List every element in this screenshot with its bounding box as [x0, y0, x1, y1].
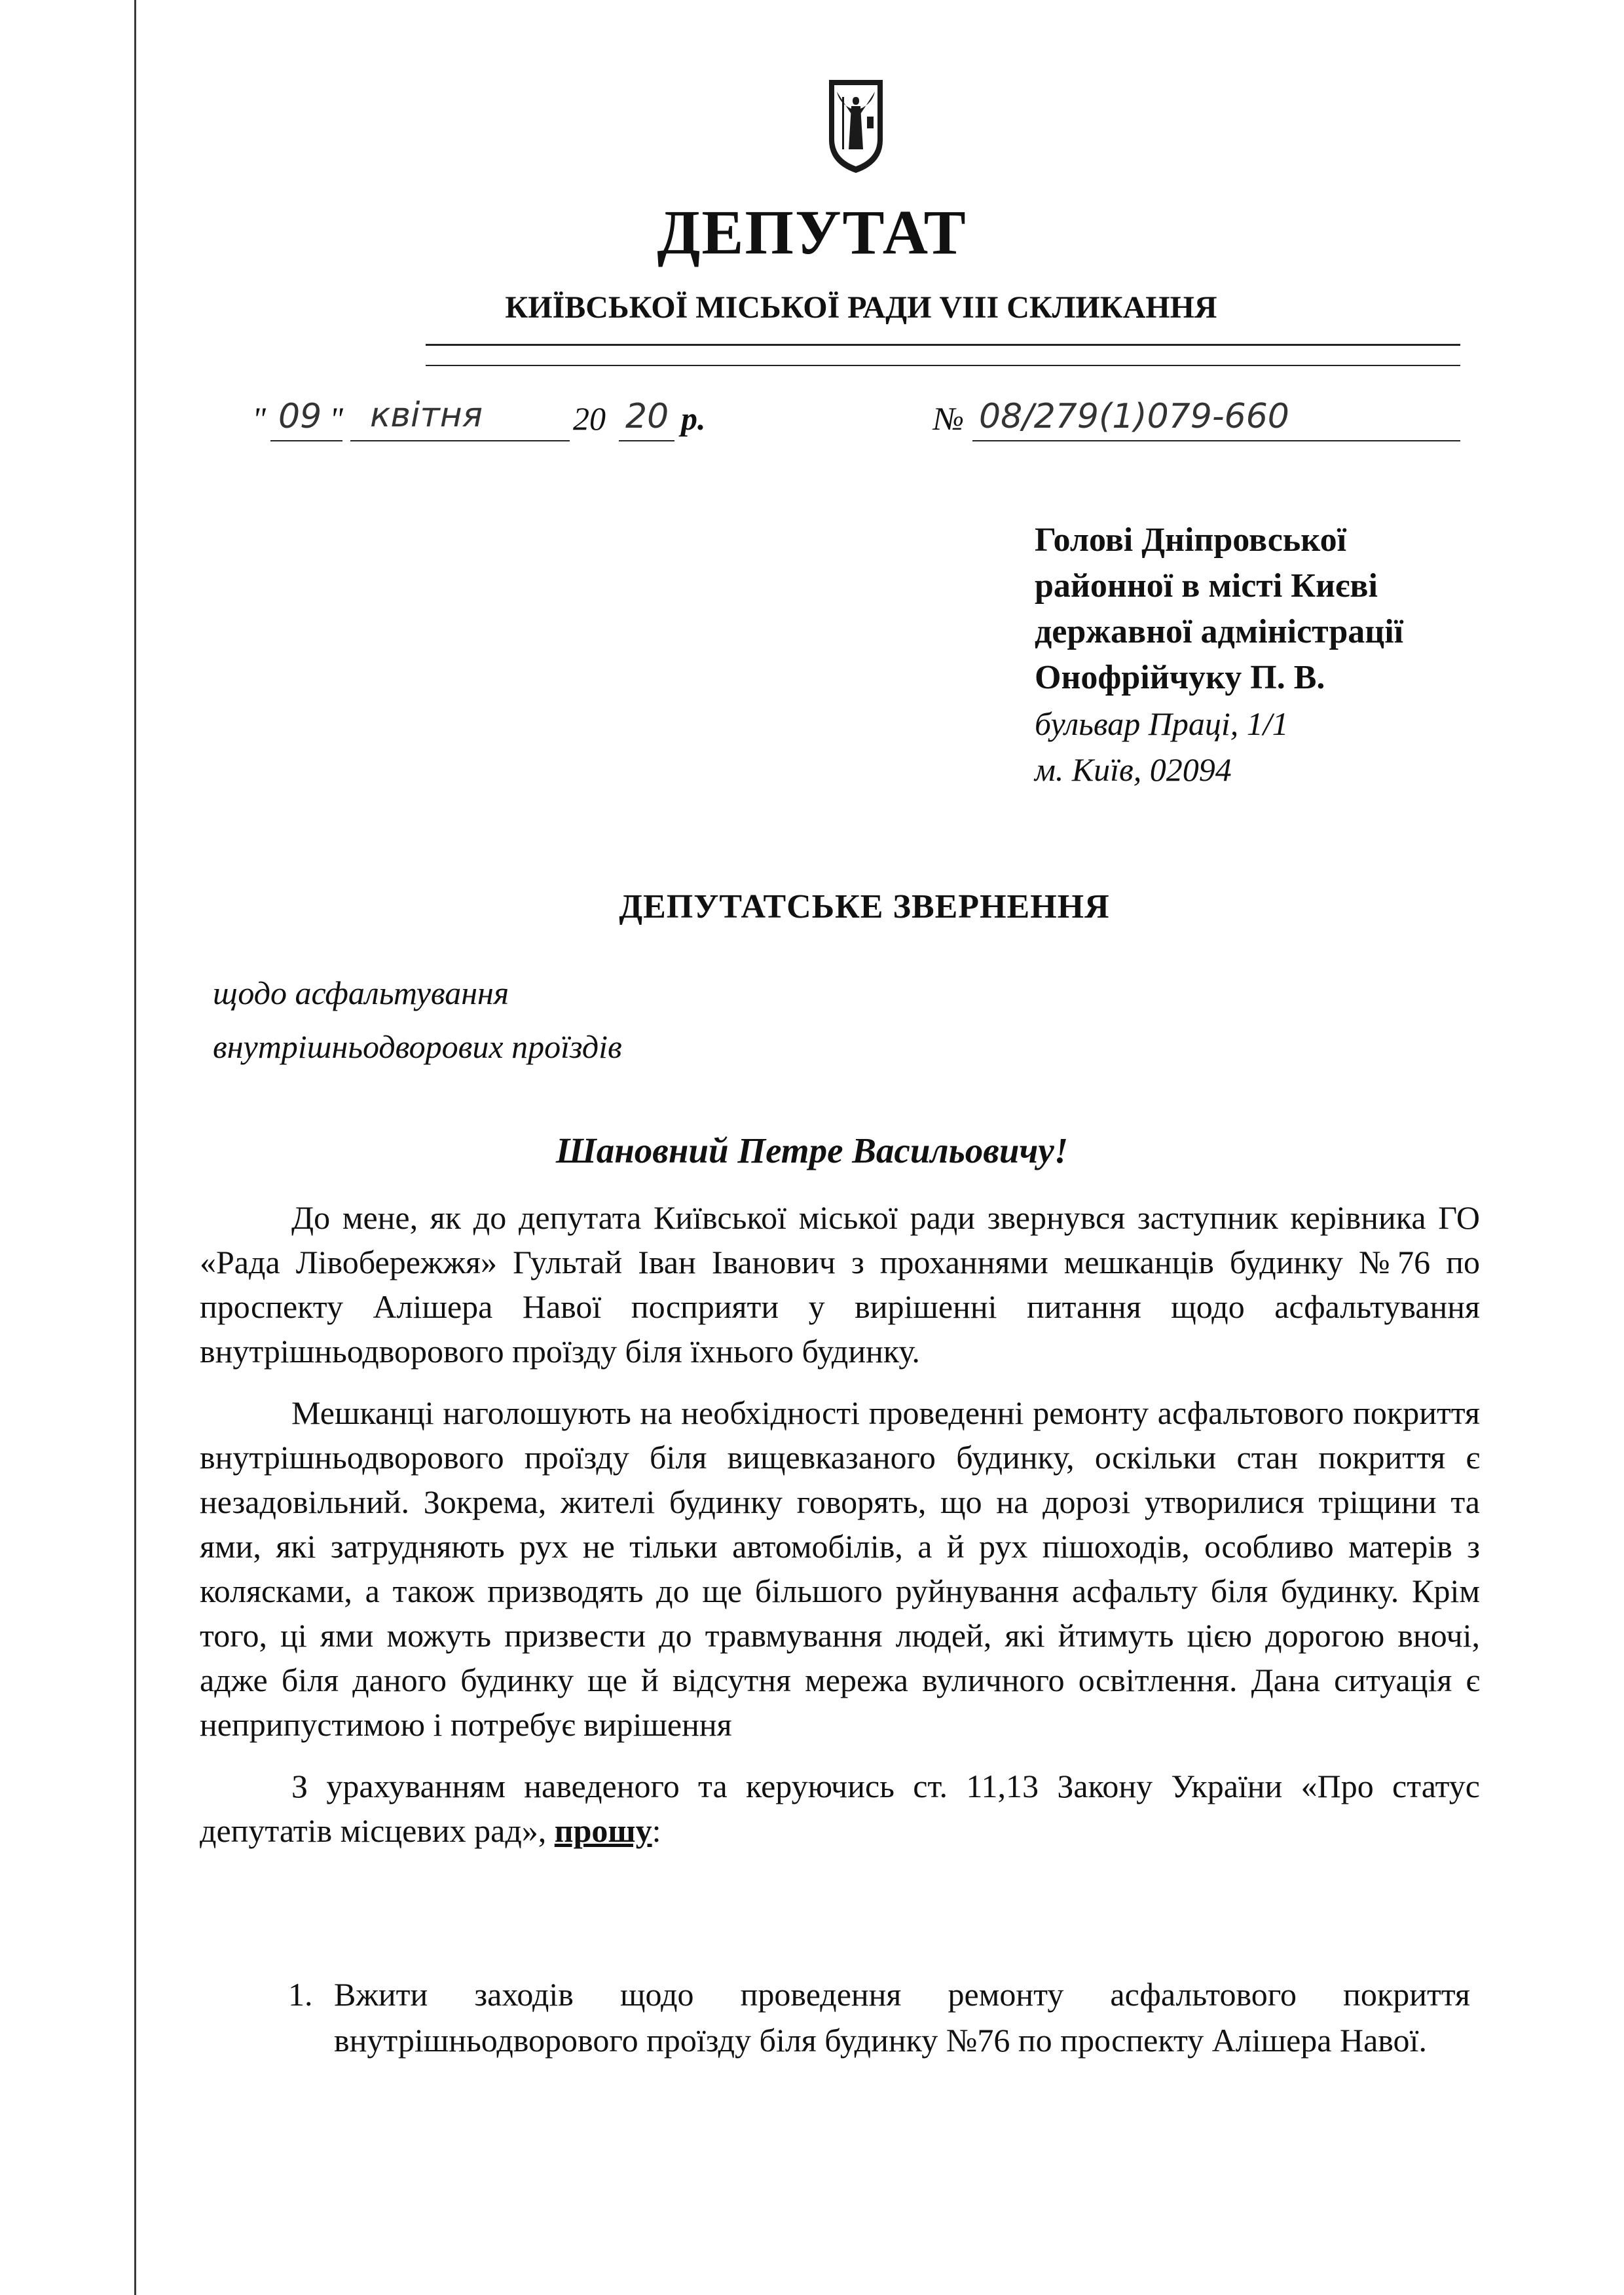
number-underline	[972, 440, 1460, 441]
date-month: квітня	[370, 396, 483, 435]
paragraph-3	[200, 1764, 1480, 1853]
request-word: прошу	[554, 1812, 652, 1849]
addressee-street: бульвар Праці, 1/1	[1035, 705, 1289, 742]
subject-line-2: внутрішньодворових проїздів	[213, 1028, 622, 1065]
appeal-subject	[213, 966, 622, 1073]
kyiv-coat-of-arms-icon	[826, 77, 885, 174]
month-underline	[350, 440, 570, 441]
date-close-quote: "	[329, 400, 343, 437]
request-item-text: Вжити заходів щодо проведення ремонту асфальтового покриття внутрішньодворового проїзду біля будинку №76 по проспекту Алішера Навої.	[334, 1976, 1470, 2059]
subject-line-1: щодо асфальтування	[213, 975, 509, 1011]
paragraph-3-text: З урахуванням наведеного та керуючись ст. 11,13 Закону України «Про статус депутатів місцевих рад»,	[200, 1768, 1480, 1849]
request-list	[288, 1971, 1470, 2063]
appeal-title: ДЕПУТАТСЬКЕ ЗВЕРНЕННЯ	[619, 888, 1110, 925]
addressee-line-3: державної адміністрації	[1035, 613, 1404, 650]
addressee-city: м. Київ, 02094	[1035, 751, 1232, 788]
council-title: КИЇВСЬКОЇ МІСЬКОЇ РАДИ VIII СКЛИКАННЯ	[505, 290, 1217, 325]
date-open-quote: "	[252, 400, 266, 437]
day-underline	[270, 440, 342, 441]
header-rule-bottom	[426, 365, 1460, 366]
request-item	[288, 1971, 1470, 2063]
deputy-title: ДЕПУТАТ	[657, 197, 967, 267]
paragraph-1: До мене, як до депутата Київської міської ради звернувся заступник керівника ГО «Рада Лівобережжя» Гультай Іван Іванович з проханнями мешканців будинку №76 по проспекту Алішера Навої посприяти у вирішенні питання щодо асфальтування внутрішньодворового проїзду біля їхнього будинку.	[200, 1199, 1480, 1370]
header-rule-top	[426, 344, 1460, 346]
addressee-name: Онофрійчуку П. В.	[1035, 659, 1325, 696]
paragraph-2: Мешканці наголошують на необхідності проведенні ремонту асфальтового покриття внутрішньодворового проїзду біля вищевказаного будинку, оскільки стан покриття є незадовільний. Зокрема, жителі будинку говорять, що на дорозі утворилися тріщини та ями, які затрудняють рух не тільки автомобілів, а й рух пішоходів, особливо матерів з колясками, а також призводять до ще більшого руйнування асфальту біля будинку. Крім того, ці ями можуть призвести до травмування людей, які йтимуть цією дорогою вночі, адже біля даного будинку ще й відсутня мережа вуличного освітлення. Дана ситуація є неприпустимою і потребує вирішення	[200, 1394, 1480, 1743]
paragraph-3-colon: :	[652, 1812, 661, 1849]
date-day: 09	[278, 397, 322, 436]
addressee-block	[1035, 517, 1532, 793]
date-year-prefix: 20	[573, 400, 606, 437]
date-year-suffix: 20	[625, 397, 669, 436]
outgoing-number: 08/279(1)079-660	[979, 397, 1289, 436]
salutation: Шановний Петре Васильовичу!	[555, 1130, 1069, 1170]
request-item-number: 1.	[288, 1976, 313, 2013]
date-year-unit: р.	[681, 400, 706, 437]
letter-body	[200, 1195, 1480, 1853]
addressee-line-2: районної в місті Києві	[1035, 567, 1378, 605]
number-prefix: №	[933, 400, 965, 437]
year-underline	[619, 440, 674, 441]
addressee-line-1: Голові Дніпровської	[1035, 521, 1347, 559]
